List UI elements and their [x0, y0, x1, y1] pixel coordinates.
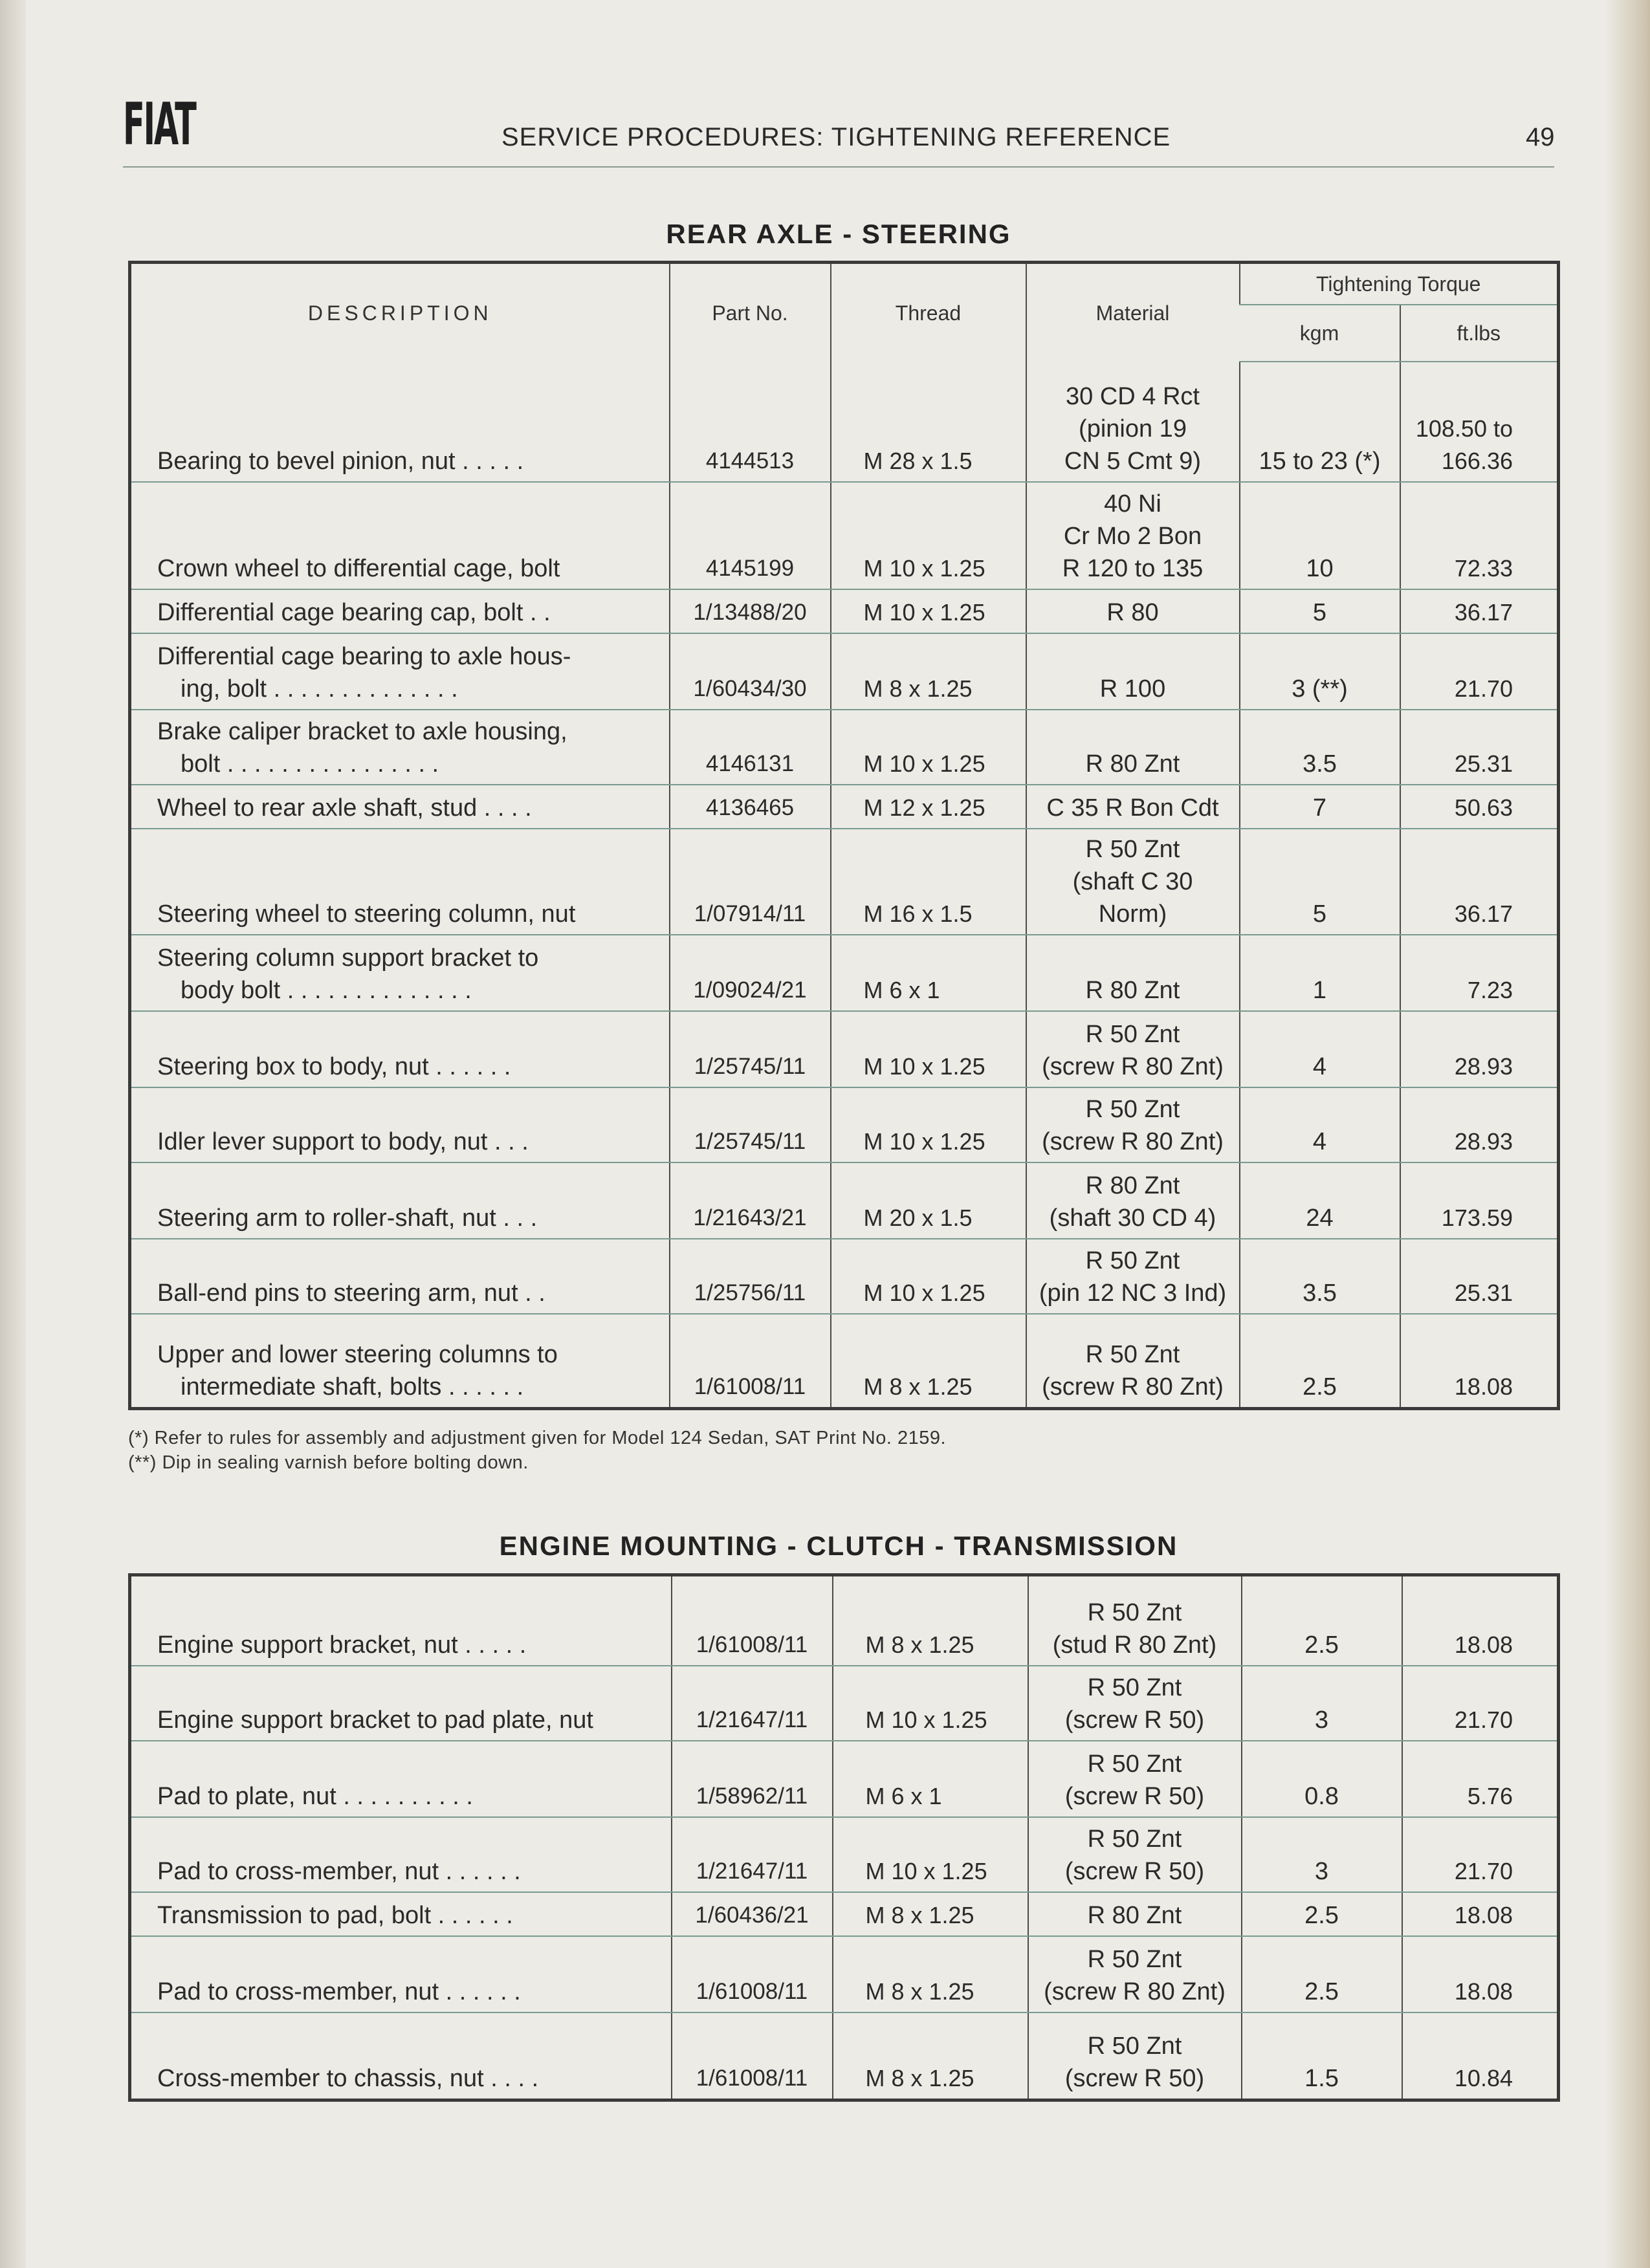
material-line: R 50 Znt — [1085, 1340, 1180, 1368]
cell-material — [1026, 362, 1240, 482]
table-row — [130, 362, 1559, 482]
column-header-part-no: Part No. — [670, 263, 831, 362]
material-line: R 50 Znt — [1087, 2033, 1182, 2060]
description-line: Pad to cross-member, nut . . . . . . — [157, 1978, 521, 2005]
table-row — [130, 1314, 1559, 1408]
material-line: (screw R 50) — [1064, 1706, 1205, 1734]
material-line: Cr Mo 2 Bon — [1063, 523, 1202, 550]
cell-ftlbs — [1400, 829, 1559, 935]
description-line: Differential cage bearing cap, bolt . . — [157, 599, 551, 626]
cell-material — [1026, 710, 1240, 785]
cell-part-no: 4144513 — [670, 362, 831, 482]
table-row — [130, 1666, 1559, 1741]
cell-kgm: 2.5 — [1242, 1936, 1402, 2012]
cell-ftlbs — [1400, 362, 1559, 482]
table-row — [130, 1011, 1559, 1087]
cell-description — [130, 1011, 670, 1087]
cell-description — [130, 1666, 672, 1741]
page-edge-right — [1605, 0, 1650, 2268]
ftlbs-line: 10.84 — [1454, 2065, 1513, 2091]
material-line: R 50 Znt — [1087, 1598, 1182, 1626]
cell-part-no: 4145199 — [670, 482, 831, 589]
cell-thread: M 10 x 1.25 — [831, 482, 1026, 589]
cell-thread: M 8 x 1.25 — [833, 2012, 1028, 2100]
cell-description — [130, 785, 670, 829]
cell-part-no: 1/07914/11 — [670, 829, 831, 935]
cell-kgm: 3 — [1242, 1817, 1402, 1892]
table-row — [130, 1892, 1559, 1936]
cell-ftlbs — [1400, 785, 1559, 829]
cell-part-no: 1/21647/11 — [672, 1817, 833, 1892]
cell-ftlbs — [1400, 1162, 1559, 1239]
table-row — [130, 1087, 1559, 1162]
cell-ftlbs — [1400, 633, 1559, 710]
ftlbs-line: 21.70 — [1454, 1857, 1513, 1884]
cell-thread: M 10 x 1.25 — [833, 1817, 1028, 1892]
cell-material — [1028, 1741, 1242, 1817]
cell-part-no: 4136465 — [670, 785, 831, 829]
material-line: R 120 to 135 — [1062, 555, 1204, 582]
rear-axle-table-body — [130, 362, 1559, 1408]
material-line: (screw R 80 Znt) — [1042, 1053, 1224, 1080]
cell-ftlbs — [1402, 1936, 1559, 2012]
cell-part-no: 1/60436/21 — [672, 1892, 833, 1936]
cell-description — [130, 482, 670, 589]
cell-description — [130, 829, 670, 935]
description-line: Differential cage bearing to axle hous- — [157, 643, 571, 670]
cell-material — [1026, 935, 1240, 1011]
cell-kgm: 10 — [1240, 482, 1400, 589]
cell-part-no: 1/25745/11 — [670, 1011, 831, 1087]
material-line: R 80 — [1106, 599, 1159, 626]
ftlbs-line: 108.50 to — [1415, 415, 1513, 442]
cell-description — [130, 2012, 672, 2100]
cell-thread: M 10 x 1.25 — [831, 1011, 1026, 1087]
cell-material — [1026, 1087, 1240, 1162]
material-line: R 50 Znt — [1087, 1825, 1182, 1853]
cell-thread: M 8 x 1.25 — [833, 1936, 1028, 2012]
cell-thread: M 8 x 1.25 — [831, 633, 1026, 710]
cell-part-no: 1/61008/11 — [672, 1575, 833, 1666]
cell-material — [1026, 785, 1240, 829]
material-line: R 50 Znt — [1087, 1750, 1182, 1778]
material-line: R 80 Znt — [1085, 977, 1180, 1004]
cell-description — [130, 1892, 672, 1936]
cell-part-no: 1/21643/21 — [670, 1162, 831, 1239]
cell-thread: M 10 x 1.25 — [831, 1087, 1026, 1162]
ftlbs-line: 18.08 — [1454, 1373, 1513, 1400]
description-line: bolt . . . . . . . . . . . . . . . . — [181, 750, 439, 778]
description-line: Bearing to bevel pinion, nut . . . . . — [157, 448, 524, 475]
description-line: Steering box to body, nut . . . . . . — [157, 1053, 511, 1080]
material-line: R 50 Znt — [1085, 836, 1180, 863]
ftlbs-line: 21.70 — [1454, 1706, 1513, 1733]
material-line: R 50 Znt — [1085, 1096, 1180, 1123]
cell-material — [1026, 1314, 1240, 1408]
column-header-description: DESCRIPTION — [307, 301, 492, 325]
cell-thread: M 6 x 1 — [833, 1741, 1028, 1817]
ftlbs-line: 72.33 — [1454, 555, 1513, 582]
material-line: (pinion 19 — [1079, 415, 1187, 442]
material-line: (screw R 80 Znt) — [1044, 1978, 1226, 2005]
description-line: ing, bolt . . . . . . . . . . . . . . — [181, 675, 458, 703]
cell-kgm: 3.5 — [1240, 710, 1400, 785]
cell-material — [1026, 1011, 1240, 1087]
cell-ftlbs — [1400, 1314, 1559, 1408]
material-line: (screw R 80 Znt) — [1042, 1373, 1224, 1401]
table-row — [130, 1817, 1559, 1892]
cell-ftlbs — [1400, 1011, 1559, 1087]
engine-mounting-table — [128, 1573, 1560, 2102]
cell-kgm: 1 — [1240, 935, 1400, 1011]
cell-thread: M 16 x 1.5 — [831, 829, 1026, 935]
cell-thread: M 10 x 1.25 — [831, 589, 1026, 633]
table-row — [130, 829, 1559, 935]
table-row — [130, 935, 1559, 1011]
description-line: Wheel to rear axle shaft, stud . . . . — [157, 794, 532, 822]
cell-description — [130, 935, 670, 1011]
cell-ftlbs — [1400, 1087, 1559, 1162]
cell-part-no: 1/60434/30 — [670, 633, 831, 710]
table-row — [130, 482, 1559, 589]
material-line: (stud R 80 Znt) — [1052, 1631, 1217, 1659]
cell-material — [1026, 1239, 1240, 1314]
cell-kgm: 2.5 — [1242, 1575, 1402, 1666]
cell-kgm: 2.5 — [1240, 1314, 1400, 1408]
cell-part-no: 1/61008/11 — [672, 2012, 833, 2100]
material-line: R 50 Znt — [1087, 1674, 1182, 1701]
cell-kgm: 4 — [1240, 1087, 1400, 1162]
material-line: 30 CD 4 Rct — [1066, 383, 1200, 410]
description-line: Upper and lower steering columns to — [157, 1340, 558, 1368]
cell-part-no: 1/13488/20 — [670, 589, 831, 633]
cell-description — [130, 1162, 670, 1239]
table-row — [130, 1741, 1559, 1817]
cell-part-no: 1/61008/11 — [670, 1314, 831, 1408]
cell-description — [130, 1936, 672, 2012]
cell-kgm: 3 — [1242, 1666, 1402, 1741]
description-line: Idler lever support to body, nut . . . — [157, 1128, 529, 1155]
description-line: Pad to cross-member, nut . . . . . . — [157, 1857, 521, 1885]
table-row — [130, 1162, 1559, 1239]
cell-ftlbs — [1402, 1817, 1559, 1892]
table-row — [130, 2012, 1559, 2100]
cell-description — [130, 1741, 672, 1817]
material-line: (screw R 50) — [1064, 1782, 1205, 1810]
ftlbs-line: 18.08 — [1454, 1978, 1513, 2005]
table-row — [130, 1575, 1559, 1666]
cell-thread: M 10 x 1.25 — [831, 710, 1026, 785]
cell-kgm: 24 — [1240, 1162, 1400, 1239]
running-title: SERVICE PROCEDURES: TIGHTENING REFERENCE — [501, 123, 1171, 151]
page-edge-left — [0, 0, 26, 2268]
rear-axle-steering-table — [128, 261, 1560, 1410]
cell-ftlbs — [1402, 1666, 1559, 1741]
material-line: (screw R 50) — [1064, 2065, 1205, 2092]
description-line: Transmission to pad, bolt . . . . . . — [157, 1901, 513, 1929]
ftlbs-line: 173.59 — [1441, 1205, 1513, 1231]
description-line: Cross-member to chassis, nut . . . . — [157, 2065, 539, 2092]
column-header-ftlbs: ft.lbs — [1400, 305, 1559, 362]
material-line: R 80 Znt — [1085, 1172, 1180, 1199]
cell-thread: M 8 x 1.25 — [831, 1314, 1026, 1408]
cell-ftlbs — [1402, 1892, 1559, 1936]
cell-material — [1028, 1892, 1242, 1936]
ftlbs-line: 28.93 — [1454, 1128, 1513, 1155]
cell-material — [1028, 1666, 1242, 1741]
ftlbs-line: 18.08 — [1454, 1901, 1513, 1928]
cell-description — [130, 633, 670, 710]
material-line: R 50 Znt — [1085, 1247, 1180, 1274]
cell-part-no: 1/21647/11 — [672, 1666, 833, 1741]
cell-kgm: 15 to 23 (*) — [1240, 362, 1400, 482]
cell-thread: M 12 x 1.25 — [831, 785, 1026, 829]
engine-mounting-table-body — [130, 1575, 1559, 2100]
description-line: Steering column support bracket to — [157, 944, 539, 972]
footnote-asterisk: (*) Refer to rules for assembly and adjustment given for Model 124 Sedan, SAT Print No. 2159. — [128, 1428, 947, 1448]
cell-ftlbs — [1400, 710, 1559, 785]
column-header-kgm: kgm — [1240, 305, 1400, 362]
table-row — [130, 589, 1559, 633]
description-line: Engine support bracket, nut . . . . . — [157, 1631, 527, 1659]
cell-material — [1026, 482, 1240, 589]
cell-kgm: 3 (**) — [1240, 633, 1400, 710]
material-line: C 35 R Bon Cdt — [1046, 794, 1219, 822]
cell-kgm: 3.5 — [1240, 1239, 1400, 1314]
cell-part-no: 4146131 — [670, 710, 831, 785]
description-line: Engine support bracket to pad plate, nut — [157, 1706, 593, 1734]
cell-description — [130, 1314, 670, 1408]
cell-thread: M 28 x 1.5 — [831, 362, 1026, 482]
ftlbs-line: 18.08 — [1454, 1631, 1513, 1658]
table-row — [130, 785, 1559, 829]
cell-material — [1028, 1936, 1242, 2012]
description-line: Crown wheel to differential cage, bolt — [157, 555, 560, 582]
cell-material — [1028, 1575, 1242, 1666]
material-line: R 50 Znt — [1087, 1945, 1182, 1973]
description-line: Steering arm to roller-shaft, nut . . . — [157, 1205, 538, 1232]
column-header-thread: Thread — [831, 263, 1026, 362]
description-line: Brake caliper bracket to axle housing, — [157, 718, 567, 745]
description-line: body bolt . . . . . . . . . . . . . . — [181, 977, 472, 1004]
cell-thread: M 20 x 1.5 — [831, 1162, 1026, 1239]
material-line: (screw R 80 Znt) — [1042, 1128, 1224, 1155]
cell-material — [1026, 633, 1240, 710]
material-line: R 80 Znt — [1087, 1901, 1182, 1929]
cell-kgm: 4 — [1240, 1011, 1400, 1087]
ftlbs-line: 25.31 — [1454, 1280, 1513, 1306]
cell-description — [130, 589, 670, 633]
cell-thread: M 6 x 1 — [831, 935, 1026, 1011]
cell-description — [130, 1817, 672, 1892]
material-line: R 100 — [1099, 675, 1166, 703]
material-line: (screw R 50) — [1064, 1857, 1205, 1885]
cell-description — [130, 1239, 670, 1314]
material-line: R 80 Znt — [1085, 750, 1180, 778]
ftlbs-line: 7.23 — [1467, 977, 1513, 1003]
column-header-tightening-torque: Tightening Torque — [1240, 263, 1559, 305]
material-line: CN 5 Cmt 9) — [1064, 448, 1202, 475]
cell-kgm: 0.8 — [1242, 1741, 1402, 1817]
cell-thread: M 10 x 1.25 — [833, 1666, 1028, 1741]
cell-material — [1026, 829, 1240, 935]
cell-kgm: 1.5 — [1242, 2012, 1402, 2100]
page-number: 49 — [1526, 123, 1555, 151]
cell-ftlbs — [1400, 1239, 1559, 1314]
ftlbs-line: 50.63 — [1454, 794, 1513, 821]
cell-description — [130, 1087, 670, 1162]
cell-part-no: 1/58962/11 — [672, 1741, 833, 1817]
cell-description — [130, 710, 670, 785]
cell-thread: M 8 x 1.25 — [833, 1575, 1028, 1666]
ftlbs-line: 28.93 — [1454, 1053, 1513, 1080]
ftlbs-line: 36.17 — [1454, 599, 1513, 626]
header-rule — [123, 166, 1554, 168]
description-line: Steering wheel to steering column, nut — [157, 900, 576, 928]
material-line: Norm) — [1098, 900, 1167, 928]
cell-kgm: 5 — [1240, 589, 1400, 633]
description-line: Ball-end pins to steering arm, nut . . — [157, 1280, 545, 1307]
cell-description — [130, 1575, 672, 1666]
table-row — [130, 1239, 1559, 1314]
cell-ftlbs — [1400, 482, 1559, 589]
cell-thread: M 8 x 1.25 — [833, 1892, 1028, 1936]
cell-ftlbs — [1402, 1741, 1559, 1817]
cell-thread: M 10 x 1.25 — [831, 1239, 1026, 1314]
ftlbs-line: 5.76 — [1467, 1782, 1513, 1809]
cell-material — [1028, 2012, 1242, 2100]
table-row — [130, 633, 1559, 710]
fiat-logo: FIAT — [123, 91, 195, 158]
cell-ftlbs — [1402, 2012, 1559, 2100]
ftlbs-line: 25.31 — [1454, 750, 1513, 777]
cell-material — [1028, 1817, 1242, 1892]
description-line: Pad to plate, nut . . . . . . . . . . — [157, 1782, 473, 1810]
ftlbs-line: 36.17 — [1454, 900, 1513, 927]
section-title-engine-mounting: ENGINE MOUNTING - CLUTCH - TRANSMISSION — [499, 1531, 1178, 1561]
footnote-double-asterisk: (**) Dip in sealing varnish before bolting down. — [128, 1452, 529, 1473]
cell-part-no: 1/09024/21 — [670, 935, 831, 1011]
cell-kgm: 7 — [1240, 785, 1400, 829]
cell-ftlbs — [1400, 589, 1559, 633]
material-line: (pin 12 NC 3 Ind) — [1039, 1280, 1227, 1307]
cell-material — [1026, 589, 1240, 633]
material-line: 40 Ni — [1104, 490, 1161, 518]
cell-part-no: 1/25756/11 — [670, 1239, 831, 1314]
table-row — [130, 710, 1559, 785]
cell-description — [130, 362, 670, 482]
cell-kgm: 2.5 — [1242, 1892, 1402, 1936]
cell-part-no: 1/25745/11 — [670, 1087, 831, 1162]
material-line: (shaft 30 CD 4) — [1049, 1205, 1216, 1232]
cell-material — [1026, 1162, 1240, 1239]
cell-ftlbs — [1400, 935, 1559, 1011]
material-line: (shaft C 30 — [1072, 868, 1193, 895]
material-line: R 50 Znt — [1085, 1021, 1180, 1048]
column-header-material: Material — [1026, 263, 1240, 362]
ftlbs-line: 21.70 — [1454, 675, 1513, 702]
section-title-rear-axle: REAR AXLE - STEERING — [666, 219, 1011, 249]
table-row — [130, 1936, 1559, 2012]
cell-ftlbs — [1402, 1575, 1559, 1666]
cell-kgm: 5 — [1240, 829, 1400, 935]
ftlbs-line: 166.36 — [1441, 448, 1513, 474]
cell-part-no: 1/61008/11 — [672, 1936, 833, 2012]
description-line: intermediate shaft, bolts . . . . . . — [181, 1373, 524, 1401]
